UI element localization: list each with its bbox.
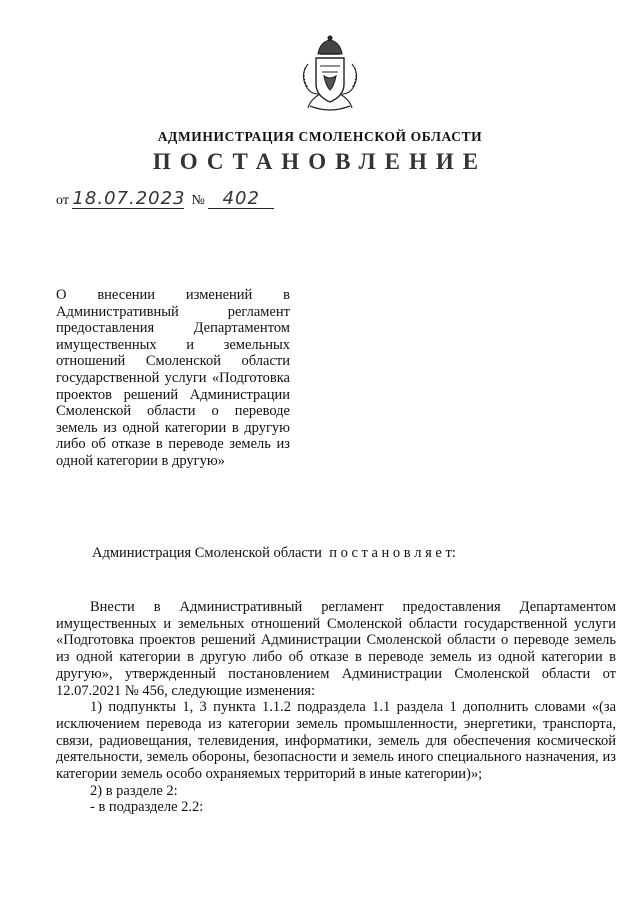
preamble — [56, 545, 616, 562]
body-item-2: 2) в разделе 2: — [90, 782, 178, 799]
document-body — [56, 599, 616, 816]
coat-of-arms-emblem — [296, 34, 364, 114]
preamble-text: Администрация Смоленской области — [92, 545, 322, 561]
number-prefix: № — [191, 193, 205, 208]
date-field — [72, 188, 186, 209]
body-item-1: 1) подпункты 1, 3 пункта 1.1.2 подраздела 1.1 раздела 1 дополнить словами «(за исключением перевода из категории земель промышленности, энергетики, транспорта, связи, радиовещания, телевидения, информатики, земель для обеспечения космической деятельности, земель обороны, безопасности и земель иного специального назначения, из категории земель особо охраняемых территорий в иные категории)»; — [56, 699, 616, 783]
date-prefix: от — [56, 193, 69, 208]
organization-title: АДМИНИСТРАЦИЯ СМОЛЕНСКОЙ ОБЛАСТИ — [157, 129, 483, 144]
document-subject: О внесении изменений в Административный регламент предоставления Департаментом имущественных и земельных отношений Смоленской области государственной услуги «Подготовка проектов решений Администрации Смоленской области о переводе земель из одной категории в другую либо об отказе в переводе земель из одной категории в другую» — [56, 287, 290, 469]
number-value: 402 — [222, 188, 260, 209]
body-intro-paragraph: Внести в Административный регламент предоставления Департаментом имущественных и земельных отношений Смоленской области государственной услуги «Подготовка проектов решений Администрации Смоленской области о переводе земель из одной категории в другую либо об отказе в переводе земель из одной категории в другую», утвержденный постановлением Администрации Смоленской области от 12.07.2021 № 456, следующие изменения: — [56, 599, 616, 699]
number-field — [208, 188, 274, 209]
document-type-heading: ПОСТАНОВЛЕНИЕ — [152, 149, 488, 174]
body-item-2-sub: - в подразделе 2.2: — [90, 799, 204, 816]
preamble-verb: п о с т а н о в л я е т: — [329, 545, 456, 561]
date-number-line — [56, 188, 274, 209]
date-value: 18.07.2023 — [72, 188, 186, 209]
